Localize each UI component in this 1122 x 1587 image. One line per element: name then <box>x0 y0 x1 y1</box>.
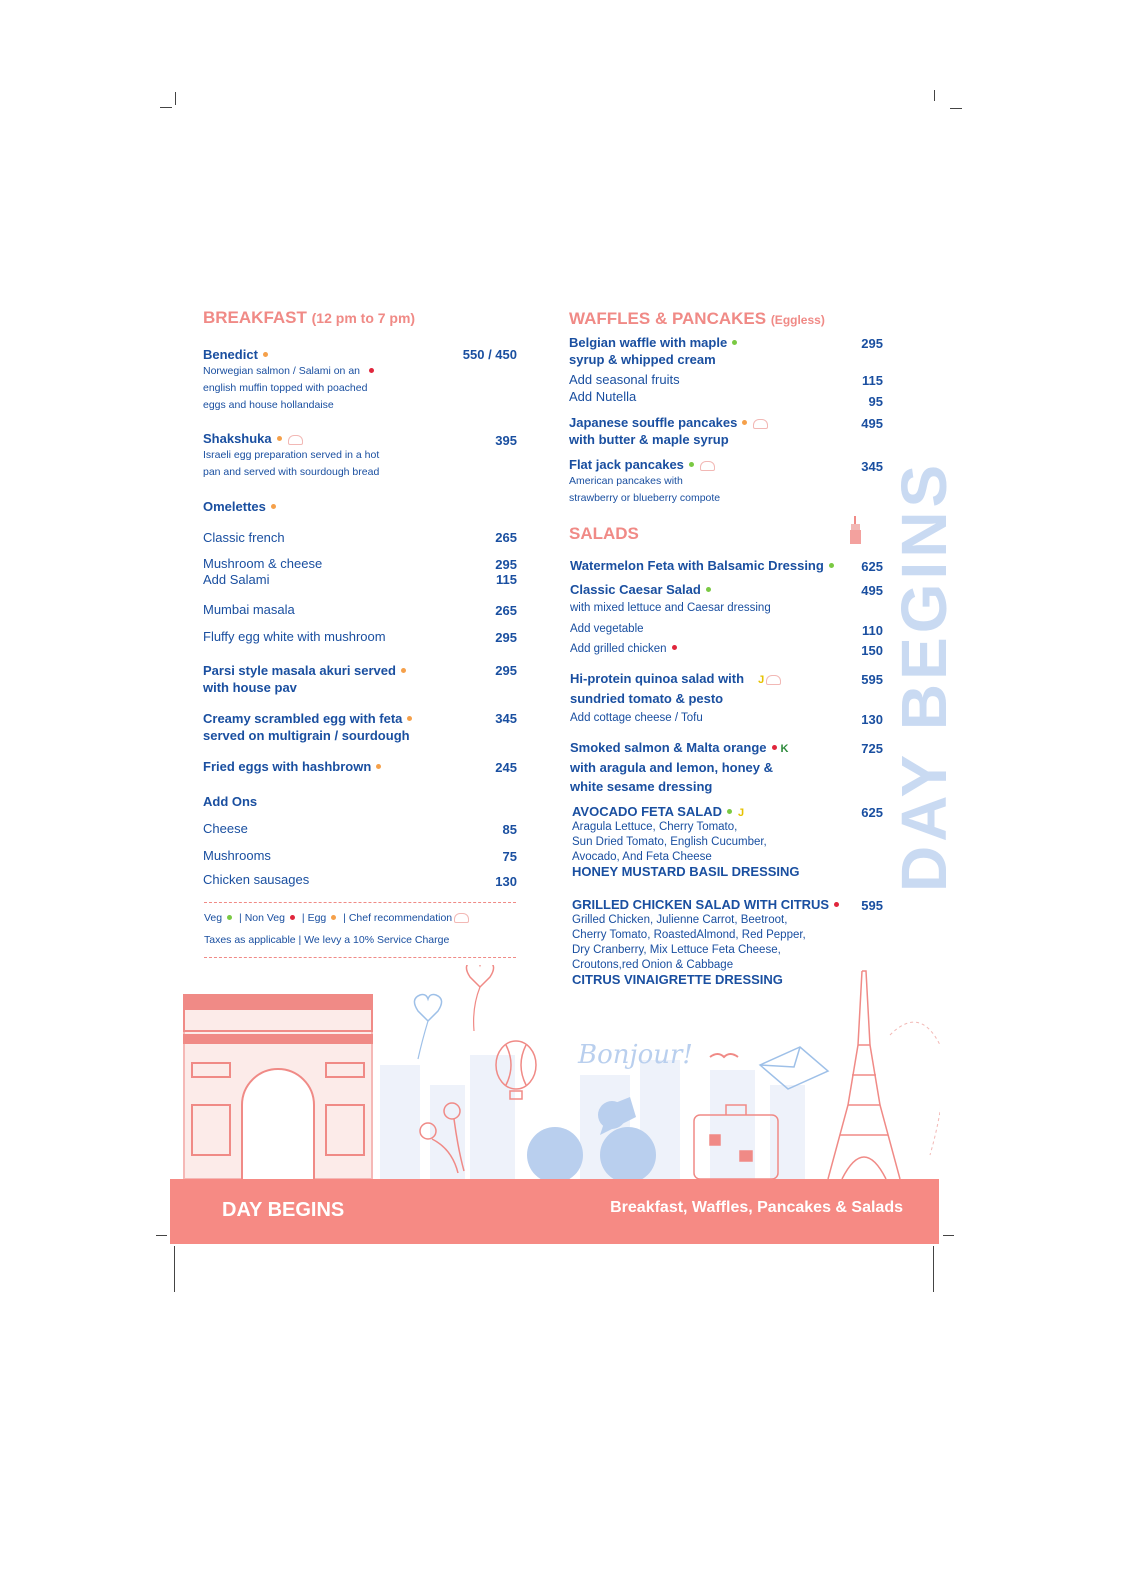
cheese-name: Cheese <box>203 821 248 836</box>
legend-separator: | <box>239 912 242 924</box>
arc-de-triomphe-icon <box>184 995 372 1179</box>
egg-dot-icon <box>271 504 276 509</box>
creamy-label: Creamy scrambled egg with feta <box>203 711 403 726</box>
veg-dot-icon <box>706 587 711 592</box>
grilled-desc-3: Dry Cranberry, Mix Lettuce Feta Cheese, <box>572 944 781 956</box>
japanese-label: Japanese souffle pancakes <box>569 415 738 430</box>
fruits-price: 115 <box>862 373 883 388</box>
legend-chef: Chef recommendation <box>348 912 453 924</box>
add-salami-name: Add Salami <box>203 572 270 587</box>
quinoa-label: Hi-protein quinoa salad with <box>570 671 745 686</box>
crop-mark <box>933 1246 934 1292</box>
footer-banner <box>170 1179 939 1244</box>
avocado-desc-1: Aragula Lettuce, Cherry Tomato, <box>572 821 738 833</box>
footer-right-subtitle: Breakfast, Waffles, Pancakes & Salads <box>610 1199 903 1216</box>
flatjack-desc-2: strawberry or blueberry compote <box>569 492 721 504</box>
cheese-price: 85 <box>502 822 517 837</box>
chef-hat-icon <box>766 675 781 685</box>
crop-mark <box>156 1235 167 1236</box>
crop-mark <box>175 92 176 105</box>
waffles-title <box>569 309 825 329</box>
caesar-name <box>570 581 715 598</box>
japanese-name-2: with butter & maple syrup <box>569 432 729 447</box>
crop-mark <box>934 90 935 101</box>
avocado-name <box>572 804 744 819</box>
cottage-name: Add cottage cheese / Tofu <box>570 712 703 724</box>
chef-hat-icon <box>753 419 768 429</box>
belgian-label: Belgian waffle with maple <box>569 335 728 350</box>
grilled-desc-1: Grilled Chicken, Julienne Carrot, Beetroot, <box>572 914 788 926</box>
sausages-price: 130 <box>495 874 517 889</box>
grilled-name <box>572 897 843 912</box>
creamy-name <box>203 710 416 727</box>
salmon-price: 725 <box>861 741 883 756</box>
fried-label: Fried eggs with hashbrown <box>203 759 372 774</box>
nonveg-dot-icon <box>369 368 374 373</box>
bonjour-text: Bonjour! <box>578 1040 693 1070</box>
grilled-desc-4: Croutons,red Onion & Cabbage <box>572 959 734 971</box>
legend-divider-top <box>204 902 516 903</box>
egg-dot-icon <box>277 436 282 441</box>
side-title: DAY BEGINS <box>888 460 960 892</box>
salmon-name-3: white sesame dressing <box>570 779 713 794</box>
watermelon-name <box>570 557 838 574</box>
breakfast-hours: (12 pm to 7 pm) <box>311 310 416 326</box>
veg-dot-icon <box>689 462 694 467</box>
egg-dot-icon <box>331 915 336 920</box>
parsi-label: Parsi style masala akuri served <box>203 663 396 678</box>
flatjack-desc-1: American pancakes with <box>569 475 683 487</box>
legend-taxes: Taxes as applicable | We levy a 10% Service Charge <box>204 934 450 946</box>
breakfast-title <box>203 308 415 328</box>
waffles-eggless: (Eggless) <box>770 313 825 327</box>
legend-separator: | <box>343 912 346 924</box>
breakfast-heading: BREAKFAST <box>203 308 307 327</box>
omelettes-label: Omelettes <box>203 499 266 514</box>
shakshuka-desc-1: Israeli egg preparation served in a hot <box>203 449 380 461</box>
add-chicken-label: Add grilled chicken <box>570 643 667 655</box>
caesar-desc: with mixed lettuce and Caesar dressing <box>570 602 771 614</box>
salmon-name <box>570 739 788 758</box>
chef-hat-icon <box>454 913 469 923</box>
grilled-desc-2: Cherry Tomato, RoastedAlmond, Red Pepper, <box>572 929 806 941</box>
veg-dot-icon <box>727 809 732 814</box>
salmon-label: Smoked salmon & Malta orange <box>570 740 767 755</box>
benedict-desc-1 <box>203 363 378 380</box>
japanese-price: 495 <box>861 416 883 431</box>
keto-mark-icon: K <box>780 743 789 755</box>
parsi-price: 295 <box>495 663 517 678</box>
bird-icon <box>710 1054 738 1057</box>
nonveg-dot-icon <box>772 745 777 750</box>
benedict-desc-2: english muffin topped with poached <box>203 382 368 394</box>
egg-dot-icon <box>263 352 268 357</box>
fried-price: 245 <box>495 760 517 775</box>
heart-balloon-icon <box>414 995 441 1022</box>
parsi-name-2: with house pav <box>203 680 297 695</box>
nonveg-dot-icon <box>290 915 295 920</box>
avocado-desc-3: Avocado, And Feta Cheese <box>572 851 712 863</box>
shakshuka-price: 395 <box>495 433 517 448</box>
dotted-loop-icon <box>890 1022 940 1155</box>
paris-illustration <box>170 965 940 1179</box>
shakshuka-name <box>203 430 303 447</box>
avocado-label: AVOCADO FETA SALAD <box>572 804 722 819</box>
avocado-price: 625 <box>861 805 883 820</box>
watermelon-price: 625 <box>861 559 883 574</box>
add-salami-price: 115 <box>496 572 517 587</box>
benedict-desc-text: Norwegian salmon / Salami on an <box>203 365 360 377</box>
grilled-price: 595 <box>861 898 883 913</box>
flatjack-label: Flat jack pancakes <box>569 457 684 472</box>
watermelon-label: Watermelon Feta with Balsamic Dressing <box>570 558 824 573</box>
caesar-label: Classic Caesar Salad <box>570 582 701 597</box>
legend-row <box>204 912 469 924</box>
chef-hat-icon <box>288 435 303 445</box>
envelope-icon <box>760 1047 828 1089</box>
egg-dot-icon <box>401 668 406 673</box>
legend-nonveg: Non Veg <box>244 912 285 924</box>
avocado-dressing: HONEY MUSTARD BASIL DRESSING <box>572 864 800 879</box>
salt-shaker-icon <box>848 516 864 548</box>
caesar-price: 495 <box>861 583 883 598</box>
add-chicken-name <box>570 641 681 658</box>
fruits-name: Add seasonal fruits <box>569 372 680 387</box>
legend-separator: | <box>301 912 305 924</box>
sausages-name: Chicken sausages <box>203 872 310 887</box>
shakshuka-label: Shakshuka <box>203 431 272 446</box>
salmon-name-2: with aragula and lemon, honey & <box>570 760 773 775</box>
add-vegetable-name: Add vegetable <box>570 623 644 635</box>
nutella-name: Add Nutella <box>569 389 637 404</box>
egg-dot-icon <box>376 764 381 769</box>
benedict-label: Benedict <box>203 347 258 362</box>
crop-mark <box>950 108 962 109</box>
benedict-price: 550 / 450 <box>462 347 517 362</box>
flatjack-name <box>569 456 715 473</box>
benedict-name <box>203 346 272 363</box>
creamy-name-2: served on multigrain / sourdough <box>203 728 410 743</box>
mumbai-masala-name: Mumbai masala <box>203 602 295 617</box>
jain-mark-icon: J <box>758 674 765 686</box>
parsi-name <box>203 662 410 679</box>
veg-dot-icon <box>732 340 737 345</box>
quinoa-name <box>570 670 781 689</box>
belgian-name-2: syrup & whipped cream <box>569 352 716 367</box>
mumbai-masala-price: 265 <box>495 603 517 618</box>
nutella-price: 95 <box>868 394 883 409</box>
add-vegetable-price: 110 <box>862 623 883 638</box>
grilled-label: GRILLED CHICKEN SALAD WITH CITRUS <box>572 897 830 912</box>
cottage-price: 130 <box>861 712 883 727</box>
chef-hat-icon <box>700 461 715 471</box>
veg-dot-icon <box>227 915 232 920</box>
flatjack-price: 345 <box>861 459 883 474</box>
benedict-desc-3: eggs and house hollandaise <box>203 399 334 411</box>
crop-mark <box>160 107 172 108</box>
crop-mark <box>943 1235 954 1236</box>
fried-name <box>203 758 385 775</box>
mushroom-cheese-name: Mushroom & cheese <box>203 556 323 571</box>
belgian-price: 295 <box>861 336 883 351</box>
classic-french-price: 265 <box>495 530 517 545</box>
avocado-desc-2: Sun Dried Tomato, English Cucumber, <box>572 836 767 848</box>
jain-mark-icon: J <box>737 807 745 819</box>
shakshuka-desc-2: pan and served with sourdough bread <box>203 466 380 478</box>
add-chicken-price: 150 <box>861 643 883 658</box>
legend-divider-bottom <box>204 957 516 958</box>
quinoa-name-2: sundried tomato & pesto <box>570 691 724 706</box>
nonveg-dot-icon <box>672 645 677 650</box>
mushroom-cheese-price: 295 <box>495 557 517 572</box>
creamy-price: 345 <box>495 711 517 726</box>
heart-balloon-icon <box>466 965 493 987</box>
egg-dot-icon <box>742 420 747 425</box>
fluffy-price: 295 <box>495 630 517 645</box>
addons-heading: Add Ons <box>203 794 258 809</box>
omelettes-heading <box>203 498 280 515</box>
mushrooms-name: Mushrooms <box>203 848 271 863</box>
egg-dot-icon <box>407 716 412 721</box>
belgian-name <box>569 334 741 351</box>
japanese-name <box>569 414 768 431</box>
grilled-dressing: CITRUS VINAIGRETTE DRESSING <box>572 972 783 987</box>
classic-french-name: Classic french <box>203 530 285 545</box>
legend-veg: Veg <box>204 912 223 924</box>
salads-title: SALADS <box>569 524 639 543</box>
eiffel-tower-icon <box>828 971 900 1179</box>
footer-left-title: DAY BEGINS <box>222 1199 345 1221</box>
waffles-heading: WAFFLES & PANCAKES <box>569 309 767 328</box>
quinoa-price: 595 <box>861 672 883 687</box>
legend-egg: Egg <box>307 912 327 924</box>
crop-mark <box>174 1246 175 1292</box>
fluffy-name: Fluffy egg white with mushroom <box>203 629 386 644</box>
mushrooms-price: 75 <box>502 849 517 864</box>
